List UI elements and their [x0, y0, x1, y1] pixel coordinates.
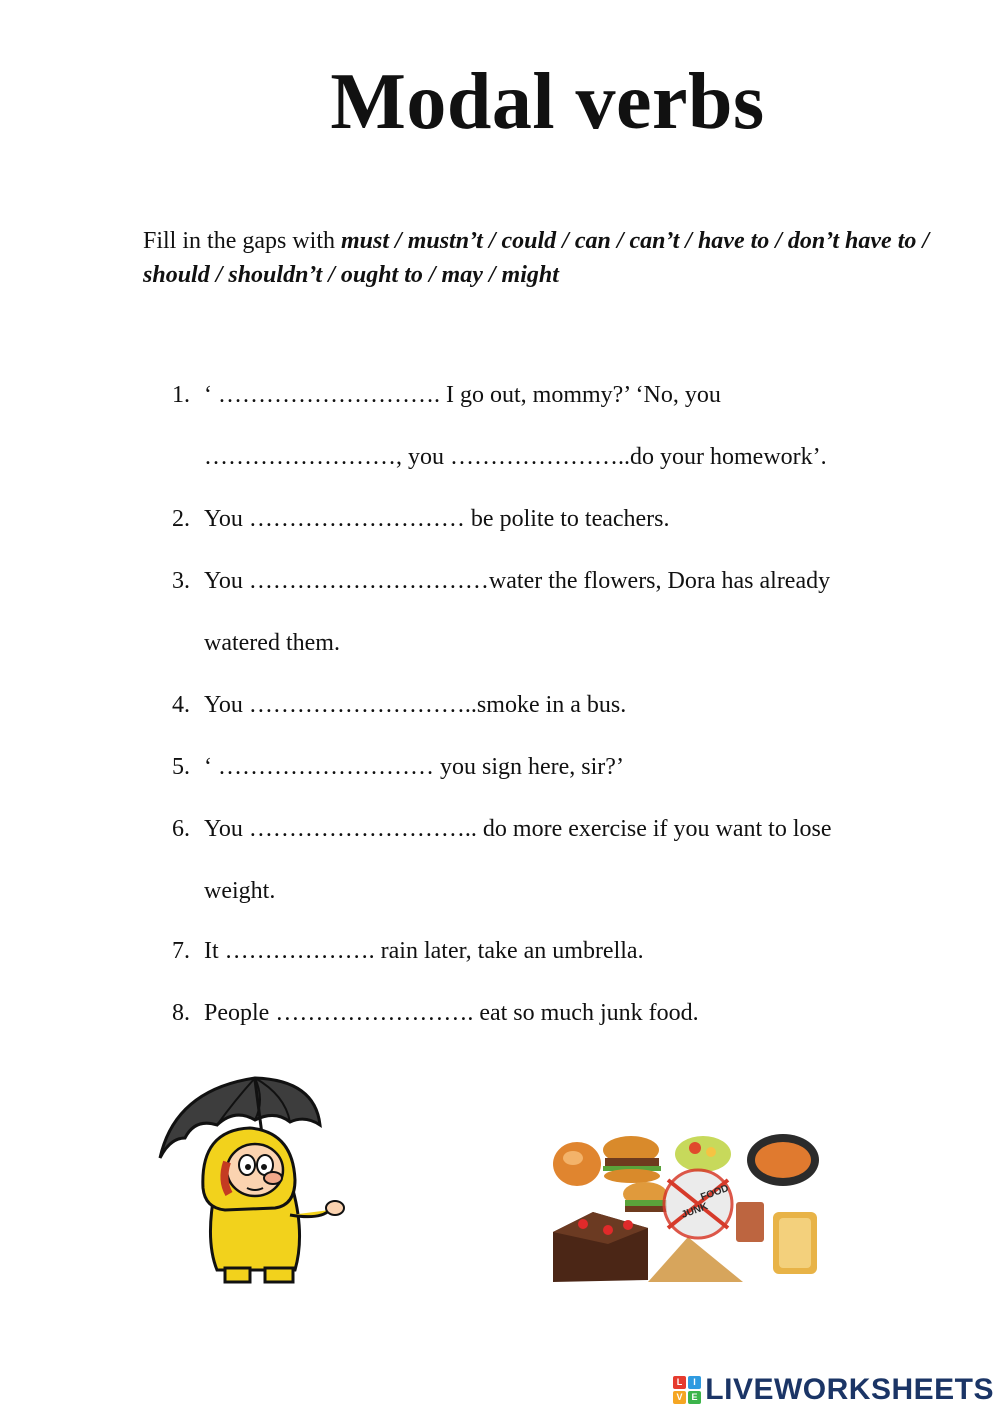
item-number: 1.	[172, 382, 190, 408]
item-text: You …………………………water the flowers, Dora has already	[204, 568, 831, 594]
logo-mark-letter: E	[688, 1391, 701, 1404]
item-number: 5.	[172, 754, 190, 780]
item-text: It ………………. rain later, take an umbrella.	[204, 938, 644, 964]
modal-verb-list: must / mustn’t / could / can / can’t / have to / don’t have to / should / shouldn’t / ought to / may / might	[143, 228, 930, 288]
item-text: People ……………………. eat so much junk food.	[204, 1000, 699, 1026]
raincoat-child-illustration	[155, 1070, 350, 1290]
logo-mark-letter: V	[673, 1391, 686, 1404]
item-text: You ………………………..smoke in a bus.	[204, 692, 627, 718]
item-number: 2.	[172, 506, 190, 532]
item-text: ‘ ………………………. I go out, mommy?’ ‘No, you	[204, 382, 721, 408]
instructions-prefix: Fill in the gaps with	[143, 228, 341, 254]
item-number: 8.	[172, 1000, 190, 1026]
junk-food-illustration	[553, 1132, 821, 1287]
item-number: 6.	[172, 816, 190, 842]
item-number: 7.	[172, 938, 190, 964]
item-text: ‘ ……………………… you sign here, sir?’	[204, 754, 624, 780]
item-text: watered them.	[204, 630, 340, 656]
logo-text: LIVEWORKSHEETS	[705, 1373, 994, 1406]
item-number: 4.	[172, 692, 190, 718]
item-text: weight.	[204, 878, 276, 904]
item-text: ……………………, you …………………..do your homework’.	[204, 444, 827, 470]
item-text: You ……………………….. do more exercise if you want to lose	[204, 816, 832, 842]
item-number: 3.	[172, 568, 190, 594]
logo-mark-icon	[673, 1376, 701, 1404]
logo-mark-letter: L	[673, 1376, 686, 1389]
liveworksheets-logo[interactable]	[673, 1373, 994, 1407]
item-text: You ……………………… be polite to teachers.	[204, 506, 670, 532]
food-sign-text: FOOD	[699, 1183, 731, 1204]
junk-sign-text: JUNK	[680, 1201, 710, 1221]
instructions	[143, 224, 943, 292]
logo-mark-letter: I	[688, 1376, 701, 1389]
page-title: Modal verbs	[330, 58, 765, 146]
